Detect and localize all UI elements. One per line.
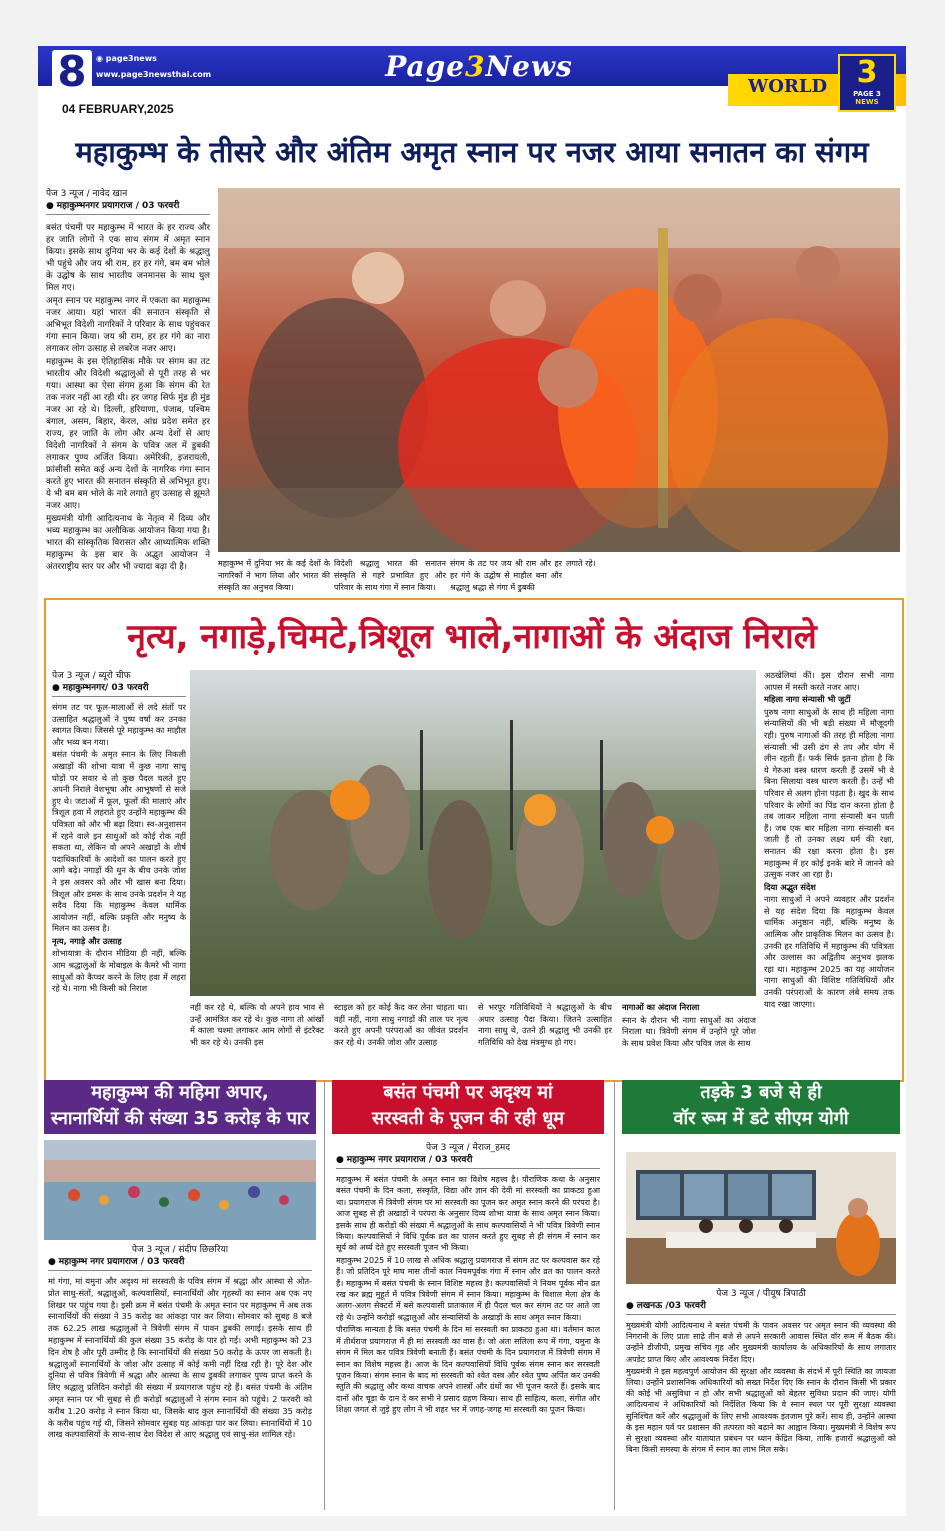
byline-name: पेज 3 न्यूज / नावेद खान <box>46 189 128 199</box>
byline-name: पेज 3 न्यूज / मेराज_हमद <box>425 1143 511 1153</box>
paragraph: महाकुम्भ में बसंत पंचमी के अमृत स्नान का विशेष महत्त्व है। पौराणिक कथा के अनुसार बसंत पंचमी के दिन कला, संस्कृति, विद्या और ज्ञान की देवी मां सरस्वती का प्राकट्य हुआ था। प्रयागराज में त्रिवेणी संगम पर मां सरस्वती का पूजन कर अमृत स्नान करने की परंपरा है। आज सुबह से ही अखाड़ों ने परंपरा के अनुसार दिव्य शोभा यात्रा के साथ अमृत स्नान किया। इसके साथ ही करोड़ों की संख्या में श्रद्धालुओं के साथ कल्पवासियों ने भी पवित्र त्रिवेणी स्नान किया। कल्पवासियों ने विधि पूर्वक व्रत का पालन करते हुए सुबह से ही संगम में स्नान कर सूर्य को अर्घ्य देते हुए सरस्वती पूजन भी किया। <box>336 1175 600 1253</box>
section-label: WORLD <box>748 76 828 97</box>
paragraph: शोभायात्रा के दौरान मीडिया ही नहीं, बल्कि आम श्रद्धालुओं के मोबाइल के कैमरे भी नागा साधुओं को कैप्चर करने के लिए हवा में लहरा रहे थे। नागा भी किसी को निराश <box>52 948 186 994</box>
story1-caption: विदेशी श्रद्धालु भारत की सनातन संस्कृति से गहरे प्रभावित हुए और परिवार के साथ गंगा में स्नान किया। <box>334 559 446 592</box>
story2-bottom-col: से भरपूर गतिविधियों ने श्रद्धालुओं के बीच अपार उत्साह पैदा किया। जितने उत्साहित नागा साधु थे, उतने ही श्रद्धालु भी उनकी हर गतिविधि को देख मंत्रमुग्ध हो गए। <box>478 1002 612 1047</box>
subheading: नृत्य, नगाड़े और उत्साह <box>52 935 122 946</box>
story1-caption: संगम के तट पर जय श्री राम और हर हर गंगे के उद्घोष से माहौल बना और श्रद्धालु श्रद्धा से गंगा में डुबकी <box>450 559 562 592</box>
title-line: बसंत पंचमी पर अदृश्य मां <box>383 1082 553 1103</box>
byline-place: महाकुम्भ नगर प्रयागराज / 03 फरवरी <box>346 1155 473 1165</box>
story1-caption: महाकुम्भ में दुनिया भर के कई देशों के नागरिकों ने भाग लिया और भारत की संस्कृति का अनुभव किया। <box>218 559 330 592</box>
box3-byline: पेज 3 न्यूज / पीयूष त्रिपाठी ● लखनऊ /03 फरवरी <box>626 1288 896 1315</box>
war-room-meeting-image <box>626 1152 896 1284</box>
newspaper-page <box>38 46 906 1516</box>
story1-body <box>46 222 210 594</box>
story2-byline: पेज 3 न्यूज / ब्यूरो चीफ ● महाकुम्भनगर/ 03 फरवरी <box>52 670 186 697</box>
crowd-bathing-image <box>218 188 900 552</box>
byline-name: पेज 3 न्यूज / संदीप छिछरिया <box>131 1245 229 1255</box>
paragraph: बसंत पंचमी के अमृत स्नान के लिए निकली अखाड़ों की शोभा यात्रा में कुछ नागा साधु घोड़ों पर सवार थे तो कुछ पैदल चलते हुए अपनी निराले वेशभूषा और आभूषणों से सजे हुए थे। जटाओं में फूल, फूलों की मालाएं और त्रिशूल हवा में लहराते हुए उन्होंने महाकुम्भ की पवित्रता को और भी बढ़ा दिया। स्व-अनुशासन में रहने वाले इन साधुओं को कोई रोक नहीं सकता था, लेकिन वो अपने अखाड़ों के शीर्ष पदाधिकारियों के आदेशों का पालन करते हुए आगे बढ़े। नगाड़ों की धुन के बीच उनके जोश ने इस अवसर को और भी खास बना दिया। त्रिशूल और डमरू के साथ उनके प्रदर्शन ने यह सदैव दिया कि महाकुम्भ केवल धार्मिक आयोजन नहीं, बल्कि प्रकृति और मनुष्य के मिलन का उत्सव है। <box>52 749 186 934</box>
box2-body <box>336 1174 600 1510</box>
paragraph: स्नान के दौरान भी नागा साधुओं का अंदाज निराला था। त्रिवेणी संगम में उन्होंने पूरे जोश के साथ प्रवेश किया और पवित्र जल के साथ <box>622 1014 756 1048</box>
story1-byline: पेज 3 न्यूज / नावेद खान ● महाकुम्भनगर प्रयागराज / 03 फरवरी <box>46 188 210 215</box>
box3-title <box>622 1080 900 1134</box>
subheading: दिया अद्भुत संदेश <box>764 881 816 892</box>
title-line: महाकुम्भ की महिमा अपार, <box>91 1082 269 1103</box>
title-line: स्नानार्थियों की संख्या 35 करोड़ के पार <box>51 1108 309 1129</box>
story2-bottom-col <box>622 1002 756 1072</box>
issue-date: 04 FEBRUARY,2025 <box>62 102 174 116</box>
paragraph: बसंत पंचमी पर महाकुम्भ में भारत के हर राज्य और हर जाति लोगों ने एक साथ संगम में अमृत स्नान किया। इसके साथ दुनिया भर के कई देशों के श्रद्धालु भी पहुंचे और जय श्री राम, हर हर गंगे, बम बम भोले के उद्घोष के साथ भारतीय जनमानस के साथ घुल मिल गए। <box>46 223 210 293</box>
story2-right-body <box>764 670 894 1072</box>
paragraph: मुख्यमंत्री योगी आदित्यनाथ के नेतृत्व में दिव्य और भव्य महाकुम्भ का अलौकिक आयोजन किया गया है। भारत की सांस्कृतिक विरासत और आध्यात्मिक शक्ति महाकुम्भ के इस बार के अद्भुत आयोजन ने अंतरराष्ट्रीय स्तर पर और भी ज्यादा बढ़ा दी है। <box>46 514 210 572</box>
box3-photo <box>626 1152 896 1284</box>
title-line: तड़के 3 बजे से ही <box>700 1082 822 1103</box>
story2-bottom-col: स्टाइल को हर कोई कैद कर लेना चाहता था। वहीं नहीं, नागा साधु नगाड़ों की ताल पर नृत्य करते हुए अपनी परंपराओं का जीवंत प्रदर्शन कर रहे थे। उनकी जोश और उत्साह <box>334 1002 468 1047</box>
box1-body: मां गंगा, मां यमुना और अदृश्य मां सरस्वती के पवित्र संगम में श्रद्धा और आस्था से ओत-प्रोत साधु-संतों, श्रद्धालुओं, कल्पवासियों, स्नानार्थियों और गृहस्थों का स्नान अब एक नए शिखर पर पहुंच गया है। इसी क्रम में बसंत पंचमी के अमृत स्नान पर महाकुम्भ में अब तक स्नानार्थियों की संख्या ने 35 करोड़ का आंकड़ा पार कर लिया। सोमवार को सुबह 8 बजे तक 62.25 लाख श्रद्धालुओं ने त्रिवेणी संगम में पावन डुबकी लगाई। इसके साथ ही महाकुम्भ में स्नानार्थियों की कुल संख्या 35 करोड़ के पार हो गई। अभी महाकुम्भ को 23 दिन शेष है और पूरी उम्मीद है कि स्नानार्थियों की संख्या 50 करोड़ के ऊपर जा सकती है। श्रद्धालुओं स्नानार्थियों के जोश और उत्साह में कोई कमी नहीं दिख रही है। पूरे देश और दुनिया से पवित्र त्रिवेणी में श्रद्धा और आस्था के साथ डुबकी लगाकर पुण्य प्राप्त करने के लिए श्रद्धालु प्रतिदिन करोड़ों की संख्या में प्रयागराज पहुंच रहे हैं। बसंत पंचमी के अंतिम अमृत स्नान पर भी सुबह से ही करोड़ों श्रद्धालुओं ने संगम स्नान को पहुंचे। 2 फरवरी को करीब 1.20 करोड़ ने स्नान किया था, जिसके बाद कुल स्नानार्थियों की संख्या 35 करोड़ के करीब पहुंच गई थी, जिसने सोमवार सुबह यह आंकड़ा पार कर लिया। स्नानार्थियों में 10 लाख कल्पवासियों के साथ-साथ देश विदेश से आए श्रद्धालु एवं साधु-संत शामिल रहे। <box>48 1276 312 1440</box>
page3-logo-icon: 3 PAGE 3 NEWS <box>838 54 896 112</box>
story2-headline: नृत्य, नगाड़े,चिमटे,त्रिशूल भाले,नागाओं के अंदाज निराले <box>127 617 817 657</box>
paragraph: महाकुम्भ के इस ऐतिहासिक मौके पर संगम का तट भारतीय और विदेशी श्रद्धालुओं से पूरी तरह से भर गया। आस्था का ऐसा संगम हुआ कि संगम की रेत तक नजर नहीं आ रही थी। हर जगह सिर्फ मुंड ही मुंड नजर आ रहे थे। दिल्ली, हरियाणा, पंजाब, पश्चिम बंगाल, असम, बिहार, केरल, आंध्र प्रदेश समेत हर राज्य, हर जाति के लोग और अन्य देशों से आए विदेशी नागरिकों ने संगम के पवित्र जल में डुबकी लगाकर पुण्य अर्जित किया। अमेरिकी, इजरायली, फ्रांसीसी समेत कई अन्य देशों के नागरिक गंगा स्नान करते हुए भारत की सनातन संस्कृति से अभिभूत हुए। ये भी बम बम भोले के नारे लगाते हुए उत्साह से झूमते नजर आए। <box>46 357 210 511</box>
title-line: वॉर रूम में डटे सीएम योगी <box>673 1108 849 1129</box>
column-divider <box>324 1080 325 1510</box>
sangam-crowd-image <box>44 1140 316 1240</box>
story1-caption: लगाते रहे। <box>566 559 596 568</box>
website-link[interactable]: www.page3newsthai.com <box>96 70 212 79</box>
paragraph: अठखेलियां कीं। इस दौरान सभी नागा आपस में मस्ती करते नजर आए। <box>764 670 894 692</box>
subheading: महिला नागा संन्यासी भी जुटीं <box>764 694 851 705</box>
story2-left-body <box>52 702 186 1072</box>
masthead <box>38 46 906 106</box>
paragraph: पुरुष नागा साधुओं के साथ ही महिला नागा संन्यासियों की भी बड़ी संख्या में मौजूदगी रही। पुरुष नागाओं की तरह ही महिला नागा संन्यासी भी उसी ढंग से तप और योग में लीन रहती हैं। फर्क सिर्फ इतना होता है कि ये गेरुआ वस्त्र धारण करती हैं उसमें भी वे बिना सिलाया वस्त्र धारण करती हैं। उन्हें भी परिवार से अलग होना पड़ता है। खुद के साथ परिवार के लोगों का पिंड दान करना होता है तब जाकर महिला नागा संन्यासी बन पाती हैं। जब एक बार महिला नागा संन्यासी बन जाती हैं तो उनका लक्ष्य धर्म की रक्षा, सनातन की रक्षा करना होता है। इस महाकुम्भ में हर कोई इनके बारे में जानने को उत्सुक नजर आ रहा है। <box>764 706 894 880</box>
box1-photo <box>44 1140 316 1240</box>
paragraph: अमृत स्नान पर महाकुम्भ नगर में एकता का महाकुम्भ नजर आया। यहां भारत की सनातन संस्कृति से अभिभूत विदेशी नागरिकों ने परिवार के साथ पहुंचकर गंगा स्नान किया। जय श्री राम, हर हर गंगे का नारा लगाकर लोग उत्साह से लबरेज नजर आए। <box>46 296 210 354</box>
byline-name: पेज 3 न्यूज / ब्यूरो चीफ <box>52 671 131 681</box>
byline-place: महाकुम्भनगर/ 03 फरवरी <box>62 683 149 693</box>
paragraph: मुख्यमंत्री ने इस महत्वपूर्ण आयोजन की सुरक्षा और व्यवस्था के संदर्भ में पूरी स्थिति का जायजा लिया। उन्होंने प्रशासनिक अधिकारियों को सख्त निर्देश दिए कि स्नान के दौरान किसी भी प्रकार की कोई भी असुविधा न हो और सभी श्रद्धालुओं को बेहतर सुविधा प्रदान की जाए। योगी आदित्यनाथ ने अधिकारियों को निर्देशित किया कि वे स्नान स्थल पर पूरी सुरक्षा व्यवस्था सुनिश्चित करें और श्रद्धालुओं के लिए सभी आवश्यक इंतजाम पूरे करें। साथ ही, उन्होंने आस्था के इस महान पर्व पर प्रशासन की तत्परता को बढ़ाने का आह्वान किया। मुख्यमंत्री ने विशेष रूप से सुरक्षा व्यवस्था और यातायात प्रबंधन पर ध्यान केंद्रित किया, ताकि हजारों श्रद्धालुओं को बिना किसी समस्या के संगम में स्नान का लाभ मिल सके। <box>626 1366 896 1455</box>
paragraph: नागा साधुओं ने अपने व्यवहार और प्रदर्शन से यह संदेश दिया कि महाकुम्भ केवल धार्मिक अनुष्ठान नहीं, बल्कि मनुष्य के आत्मिक और प्राकृतिक मिलन का उत्सव है। उनकी हर गतिविधि में महाकुम्भ की पवित्रता और उल्लास का अद्वितीय अनुभव झलक रहा था। महाकुम्भ 2025 का यह आयोजन नागा साधुओं की विशिष्ट गतिविधियों और उनकी परंपराओं के कारण लंबे समय तक याद रखा जाएगा। <box>764 894 894 1009</box>
title-line: सरस्वती के पूजन की रही धूम <box>371 1108 565 1129</box>
box3-body <box>626 1320 896 1510</box>
naga-procession-image <box>190 670 756 996</box>
paragraph: मुख्यमंत्री योगी आदित्यनाथ ने बसंत पंचमी के पावन अवसर पर अमृत स्नान की व्यवस्था की निगरानी के लिए प्रातः साढ़े तीन बजे से अपने सरकारी आवास स्थित वॉर रूम में बैठक की। उन्होंने डीजीपी, प्रमुख सचिव गृह और मुख्यमंत्री कार्यालय के अधिकारियों के साथ लगातार अपडेट प्राप्त किए और आवश्यक निर्देश दिए। <box>626 1321 896 1364</box>
box2-byline: पेज 3 न्यूज / मेराज_हमद ● महाकुम्भ नगर प्रयागराज / 03 फरवरी <box>336 1142 600 1169</box>
story2-photo <box>190 670 756 996</box>
column-divider <box>614 1080 615 1510</box>
story2-bottom-col: नहीं कर रहे थे, बल्कि वो अपने हाव भाव से उन्हें आमंत्रित कर रहे थे। कुछ नागा तो आंखों में काला चश्मा लगाकर आम लोगों से इंटरैक्ट भी कर रहे थे। उनकी इस <box>190 1002 324 1047</box>
story1-headline: महाकुम्भ के तीसरे और अंतिम अमृत स्नान पर नजर आया सनातन का संगम <box>75 135 869 169</box>
social-handle: ◉ page3news <box>96 54 157 63</box>
subheading: नागाओं का अंदाज निराला <box>622 1002 700 1012</box>
paragraph: महाकुम्भ 2025 में 10 लाख से अधिक श्रद्धालु प्रयागराज में संगम तट पर कल्पवास कर रहे हैं। जो प्रतिदिन पूरे माघ मास तीनों काल नियमपूर्वक गंगा में स्नान और व्रत का पालन करते हैं। महाकुम्भ में बसंत पंचमी के स्नान विशिष्ट महत्त्व है। कल्पवासियों ने नियम पूर्वक मौन व्रत रख कर ब्रह्म मुहूर्त में पवित्र त्रिवेणी संगम में स्नान किया। महाकुम्भ के विशाल मेला क्षेत्र के अलग-अलग सेक्टरों में बसे कल्पवासी प्रातःकाल में ही पैदल चल कर संगम तट पर आते जा रहे थे। उन्होंने करोड़ों श्रद्धालुओं और संन्यासियों के अखाड़ों के साथ अमृत स्नान किया। <box>336 1255 600 1322</box>
paragraph: पौराणिक मान्यता है कि बसंत पंचमी के दिन मां सरस्वती का प्राकट्य हुआ था। वर्तमान काल में तीर्थराज प्रयागराज में ही मां सरस्वती का वास है। जो अंतः सलिला रूप में गंगा, यमुना के संगम में मिल कर पवित्र त्रिवेणी बनाती हैं। बसंत पंचमी के दिन प्रयागराज में त्रिवेणी संगम में स्नान का विशेष महत्त्व है। आज के दिन कल्पवासियों विधि पूर्वक संगम स्नान कर सरस्वती पूजन किया। संगम स्नान के बाद मां सरस्वती को श्वेत वस्त्र और श्वेत पुष्प अर्पित कर उनकी स्तुति की श्रद्धालु और कथा वाचक अपने शास्त्रों और ग्रंथों का भी पूजन करते हैं। इसके बाद दानों और चूड़ा के दान दे कर सभी ने प्रसाद ग्रहण किया। साथ ही साहित्य, कला, संगीत और शिक्षा जगत से जुड़े हुए लोग ने भी शहर भर में जगह-जगह मां सरस्वती का पूजन किया। <box>336 1325 600 1415</box>
brand-logo: Page3News <box>385 50 573 83</box>
box1-byline: पेज 3 न्यूज / संदीप छिछरिया ● महाकुम्भ नगर प्रयागराज / 03 फरवरी <box>48 1244 312 1271</box>
story1-photo <box>218 188 900 552</box>
box2-title <box>332 1080 604 1134</box>
paragraph: संगम तट पर फूल-मालाओं से लदे संतों पर उत्साहित श्रद्धालुओं ने पुष्प वर्षा कर उनका स्वागत किया। जिससे पूरे महाकुम्भ का माहौल और भव्य बन गया। <box>52 702 186 747</box>
box1-title <box>44 1080 316 1134</box>
byline-place: लखनऊ /03 फरवरी <box>636 1301 706 1311</box>
page-number: 8 <box>52 50 92 94</box>
byline-place: महाकुम्भनगर प्रयागराज / 03 फरवरी <box>56 201 180 211</box>
byline-name: पेज 3 न्यूज / पीयूष त्रिपाठी <box>716 1289 806 1299</box>
byline-place: महाकुम्भ नगर प्रयागराज / 03 फरवरी <box>58 1257 185 1267</box>
